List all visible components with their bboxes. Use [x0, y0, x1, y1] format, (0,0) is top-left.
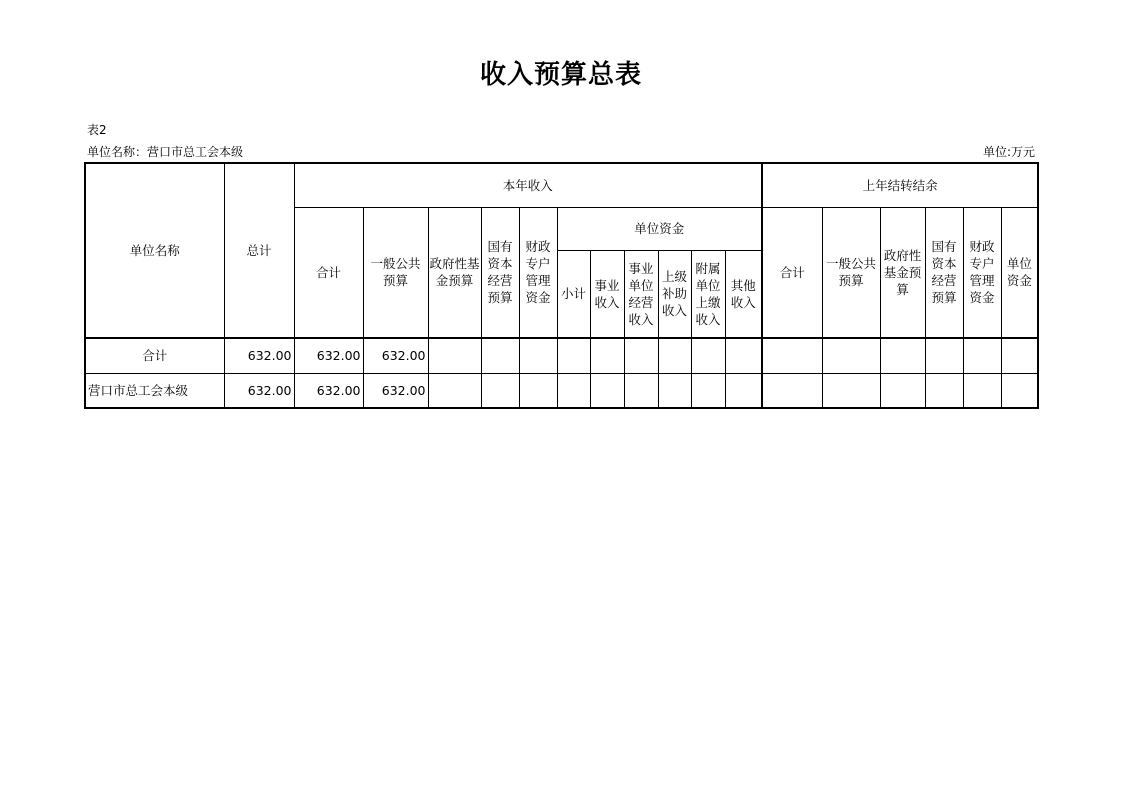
- header-unit-name: 单位名称: [85, 163, 224, 338]
- header-prior-subtotal: 合计: [762, 207, 822, 338]
- row-name: 合计: [85, 338, 224, 373]
- header-business-operating: 事业单位经营收入: [624, 250, 658, 338]
- header-subtotal: 合计: [294, 207, 363, 338]
- income-budget-table: [84, 162, 1039, 409]
- row-general-budget: 632.00: [363, 338, 428, 373]
- header-affiliated-income: 附属单位上缴收入: [691, 250, 725, 338]
- header-fiscal-special: 财政专户管理资金: [519, 207, 557, 338]
- header-business-income: 事业收入: [590, 250, 624, 338]
- header-superior-subsidy: 上级补助收入: [658, 250, 691, 338]
- row-general-budget: 632.00: [363, 373, 428, 408]
- header-state-capital: 国有资本经营预算: [481, 207, 519, 338]
- row-total: 632.00: [224, 373, 294, 408]
- header-other-income: 其他收入: [725, 250, 762, 338]
- header-general-budget: 一般公共预算: [363, 207, 428, 338]
- row-subtotal: 632.00: [294, 338, 363, 373]
- header-total: 总计: [224, 163, 294, 338]
- page-title: 收入预算总表: [479, 60, 642, 90]
- header-prior-fiscal-special: 财政专户管理资金: [963, 207, 1001, 338]
- unit-of-measure: 单位:万元: [982, 145, 1035, 159]
- header-prior-state-capital: 国有资本经营预算: [925, 207, 963, 338]
- unit-name-label: 单位名称：营口市总工会本级: [87, 145, 244, 159]
- row-subtotal: 632.00: [294, 373, 363, 408]
- header-unit-funds: 单位资金: [557, 207, 762, 250]
- header-prior-year-carryover: 上年结转结余: [762, 163, 1038, 207]
- row-total: 632.00: [224, 338, 294, 373]
- table-number: 表2: [87, 123, 107, 137]
- header-current-year-income: 本年收入: [294, 163, 762, 207]
- header-prior-gov-fund: 政府性基金预算: [880, 207, 925, 338]
- header-gov-fund: 政府性基金预算: [428, 207, 481, 338]
- header-prior-unit-funds: 单位资金: [1001, 207, 1038, 338]
- table-row: [85, 373, 1038, 408]
- row-name: 营口市总工会本级: [85, 373, 224, 408]
- header-xiaoji: 小计: [557, 250, 590, 338]
- table-row: [85, 338, 1038, 373]
- header-prior-general: 一般公共预算: [822, 207, 880, 338]
